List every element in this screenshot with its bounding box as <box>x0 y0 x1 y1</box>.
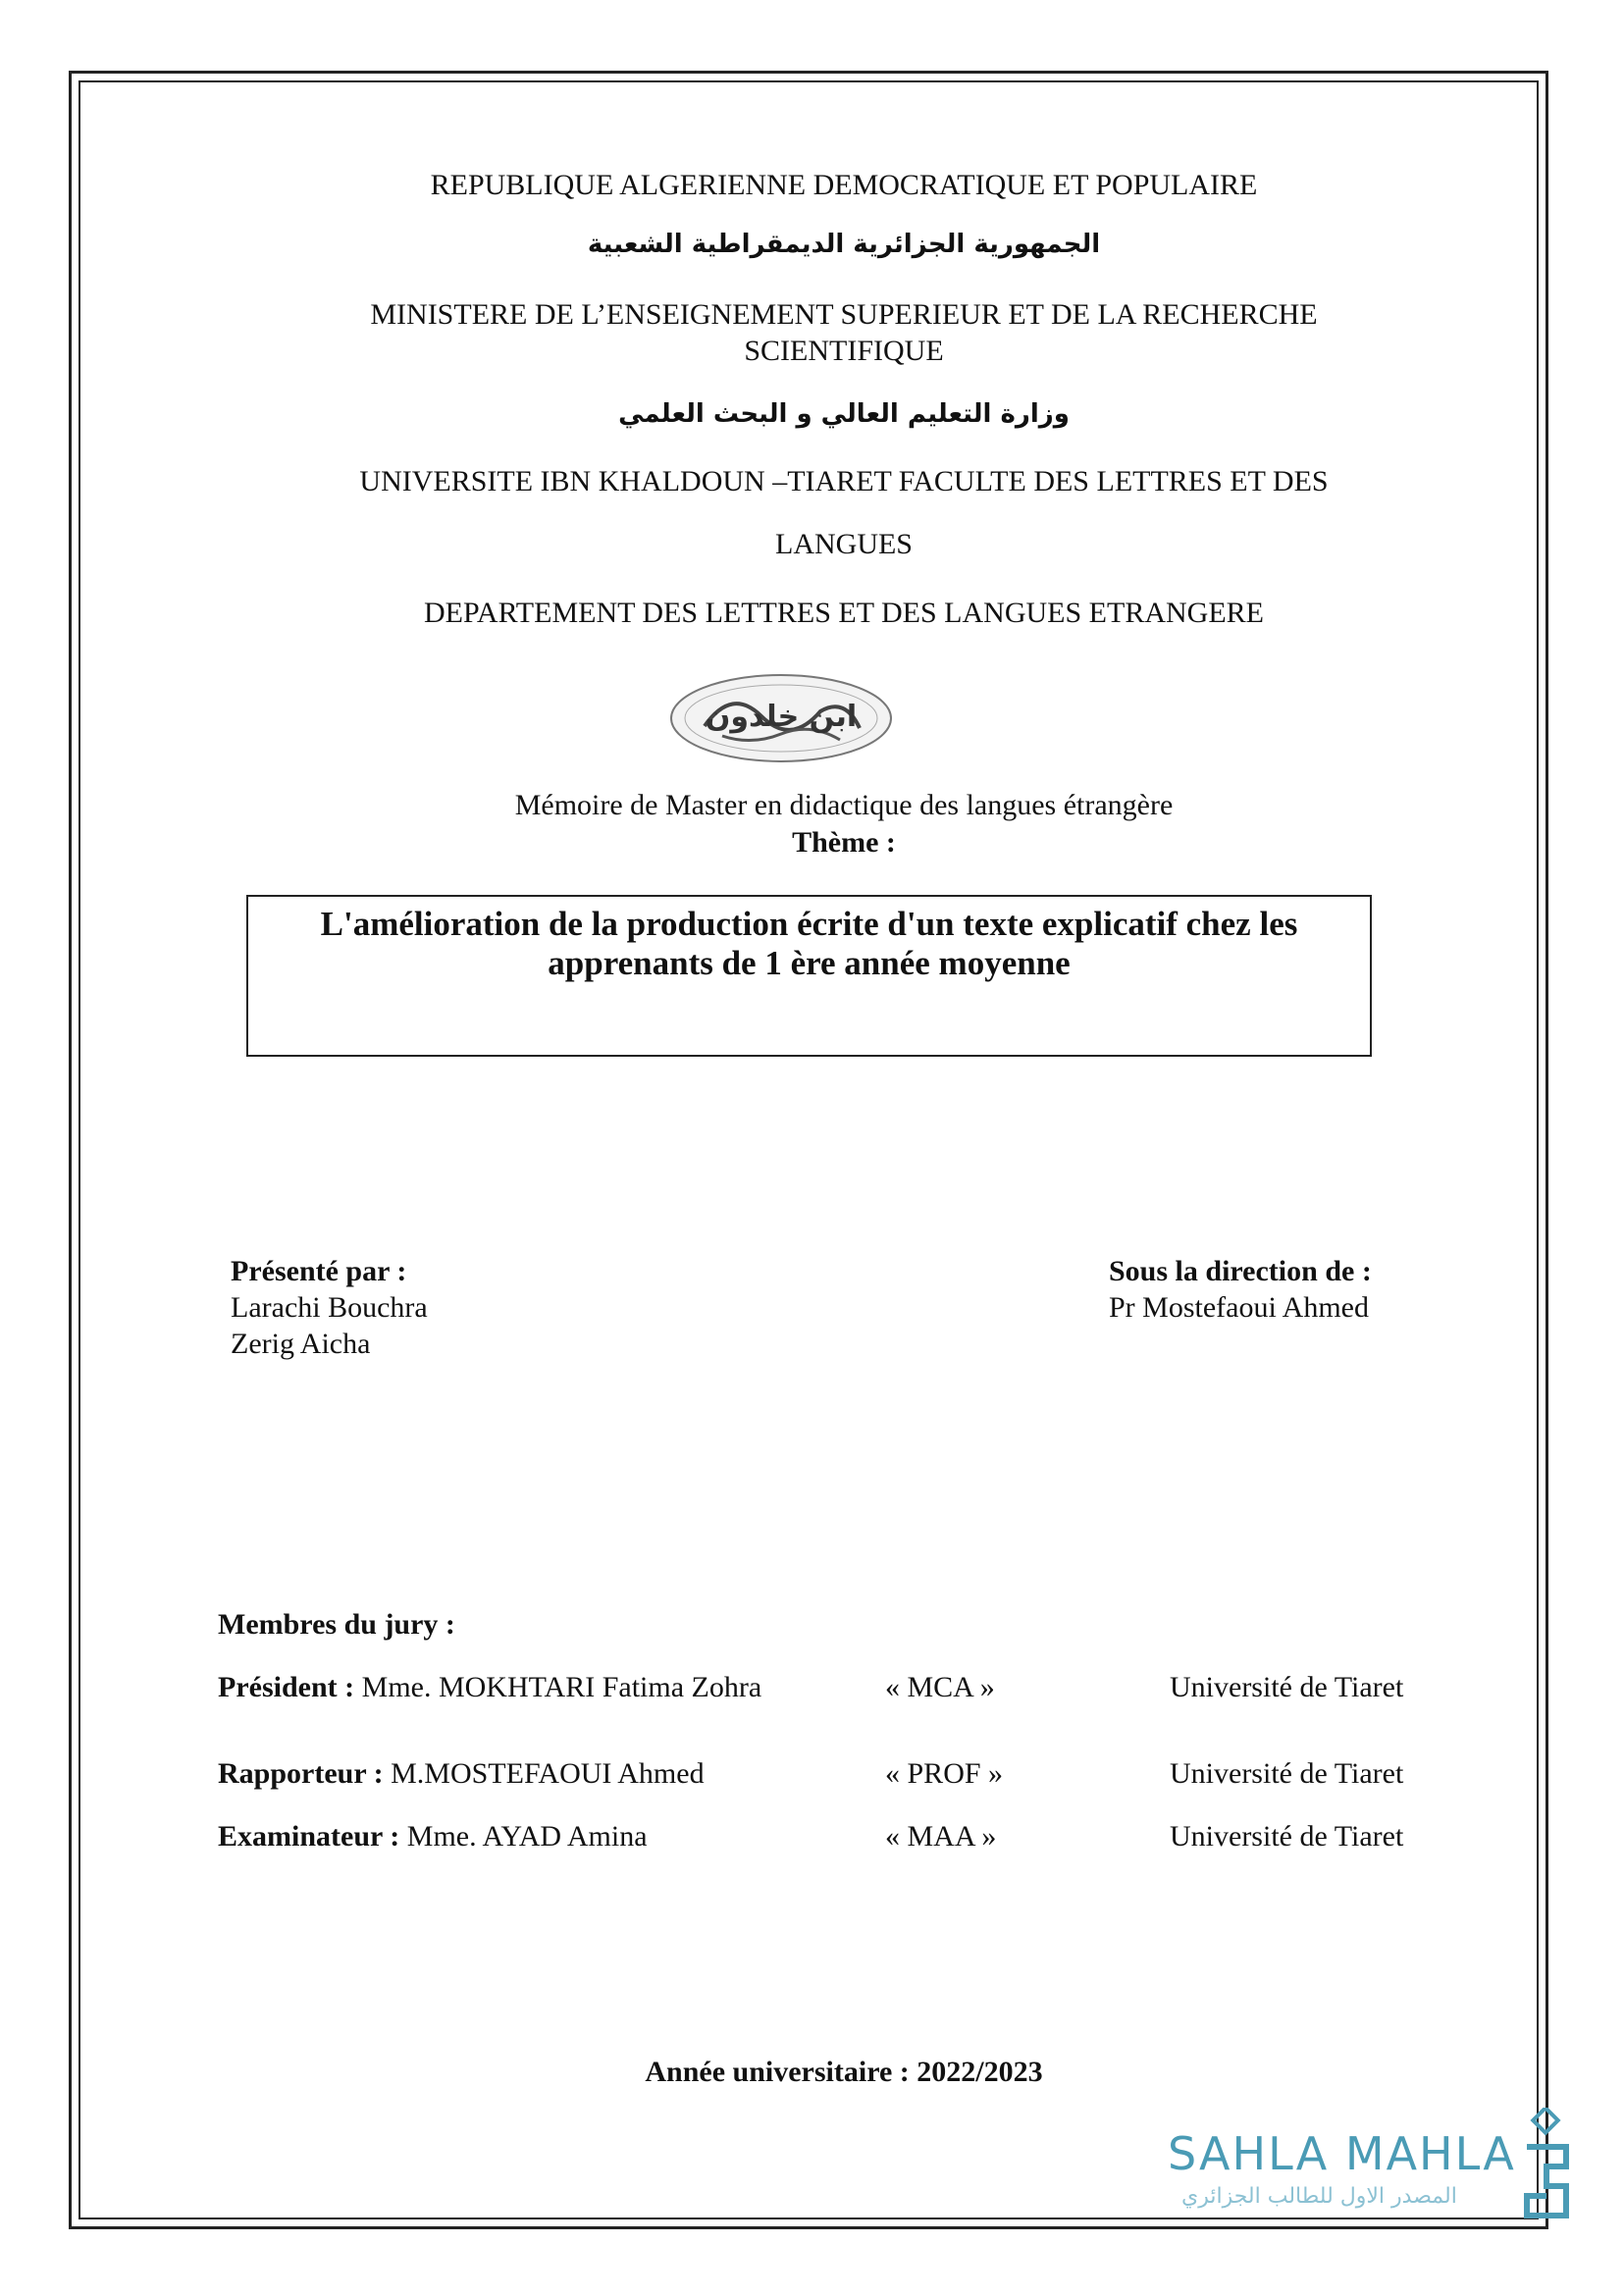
ministry-fr-line2: SCIENTIFIQUE <box>744 335 944 367</box>
department: DEPARTEMENT DES LETTRES ET DES LANGUES ETRANGERE <box>424 597 1264 629</box>
university-line1: UNIVERSITE IBN KHALDOUN –TIARET FACULTE DES LETTRES ET DES <box>359 465 1329 497</box>
academic-year: Année universitaire : 2022/2023 <box>645 2056 1043 2088</box>
jury-member-name: M.MOSTEFAOUI Ahmed <box>383 1757 705 1790</box>
presented-label: Présenté par : <box>231 1255 407 1287</box>
logo-calligraphy: ابن خلدون <box>705 700 858 734</box>
watermark-subtitle: المصدر الاول للطالب الجزائري <box>1181 2184 1457 2209</box>
ministry-ar: وزارة التعليم العالي و البحث العلمي <box>618 399 1070 429</box>
memoire-type: Mémoire de Master en didactique des langues étrangère <box>514 789 1174 821</box>
supervisor-name: Pr Mostefaoui Ahmed <box>1109 1291 1369 1324</box>
student-name: Zerig Aicha <box>231 1328 371 1360</box>
theme-box <box>246 895 1372 1057</box>
jury-grade: « MAA » <box>885 1820 997 1852</box>
ministry-fr-line1: MINISTERE DE L’ENSEIGNEMENT SUPERIEUR ET DE LA RECHERCHE <box>370 298 1318 331</box>
watermark-title: SAHLA MAHLA <box>1168 2127 1516 2180</box>
jury-university: Université de Tiaret <box>1170 1671 1404 1703</box>
jury-member-name: Mme. AYAD Amina <box>399 1820 648 1852</box>
watermark-emblem-icon <box>1519 2108 1574 2235</box>
jury-role: Examinateur : <box>218 1820 400 1852</box>
jury-grade: « MCA » <box>885 1671 995 1703</box>
watermark <box>1168 2127 1580 2245</box>
jury-grade: « PROF » <box>885 1757 1004 1790</box>
jury-university: Université de Tiaret <box>1170 1757 1404 1790</box>
university-logo <box>663 657 899 775</box>
republic-ar: الجمهورية الجزائرية الديمقراطية الشعبية <box>587 230 1101 259</box>
jury-member-name: Mme. MOKHTARI Fatima Zohra <box>354 1671 762 1703</box>
republic-fr: REPUBLIQUE ALGERIENNE DEMOCRATIQUE ET POPULAIRE <box>430 169 1258 201</box>
jury-label: Membres du jury : <box>218 1608 455 1641</box>
theme-label: Thème : <box>792 826 896 859</box>
direction-label: Sous la direction de : <box>1109 1255 1372 1287</box>
jury-role: Rapporteur : <box>218 1757 384 1790</box>
jury-university: Université de Tiaret <box>1170 1820 1404 1852</box>
jury-role: Président : <box>218 1671 355 1703</box>
university-line2: LANGUES <box>775 528 913 560</box>
student-name: Larachi Bouchra <box>231 1291 428 1324</box>
theme-title: L'amélioration de la production écrite d'un texte explicatif chez les apprenants de 1 ère année moyenne <box>320 905 1298 982</box>
